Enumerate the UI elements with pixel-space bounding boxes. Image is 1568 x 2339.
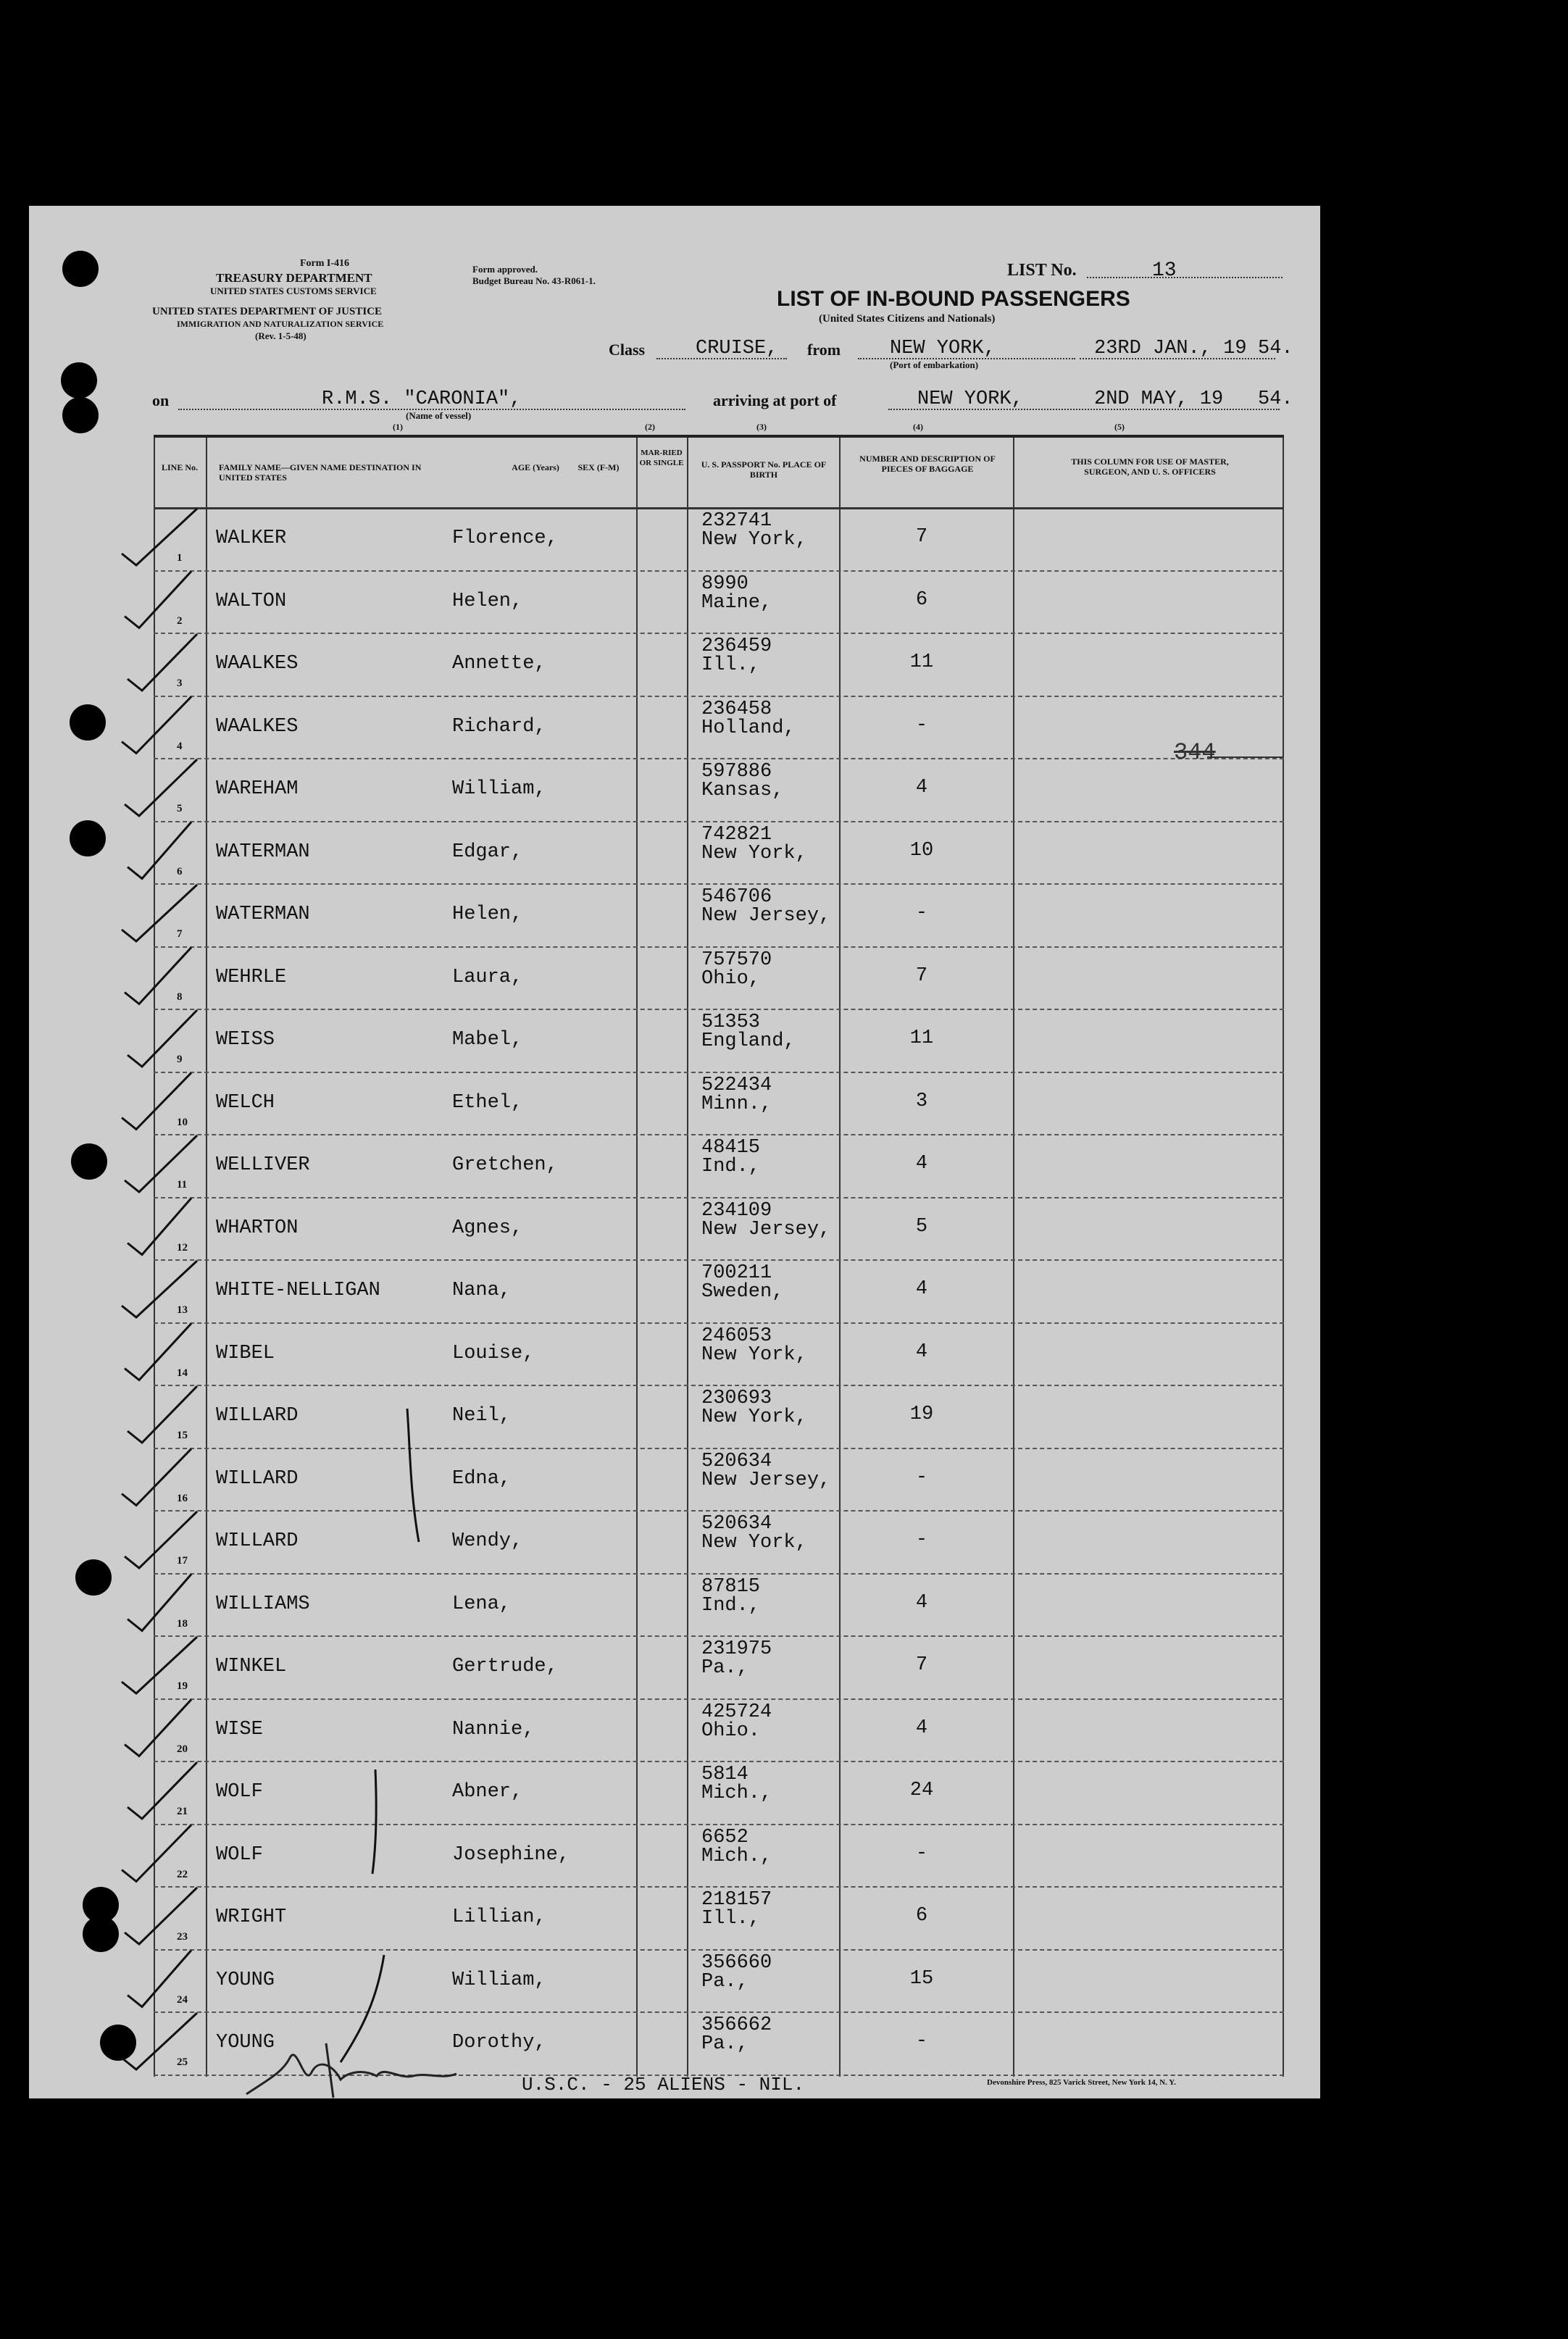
line-number: 3 (177, 677, 183, 689)
vessel-name-label: (Name of vessel) (406, 410, 472, 421)
line-number: 16 (177, 1492, 188, 1504)
passport-number: 236459 (701, 635, 772, 657)
passport-number: 246053 (701, 1325, 772, 1347)
check-mark (122, 2013, 197, 2069)
place-of-birth: Kansas, (701, 780, 784, 801)
check-mark (122, 1449, 191, 1506)
baggage-count: 7 (915, 964, 928, 987)
given-name: William, (452, 778, 546, 800)
arriving-label: arriving at port of (713, 391, 837, 409)
col-number-3: (3) (756, 422, 767, 432)
given-name: Lena, (452, 1593, 512, 1615)
given-name: Laura, (452, 966, 523, 988)
header-name: FAMILY NAME—GIVEN NAME DESTINATION IN UNITED STATES (219, 462, 422, 483)
place-of-birth: New York, (701, 1406, 807, 1428)
baggage-count: 11 (909, 1027, 934, 1049)
header-married: MAR-RIED OR SINGLE (639, 449, 684, 467)
arrival-port: NEW YORK, (917, 388, 1023, 410)
place-of-birth: New Jersey, (701, 905, 831, 927)
col-number-5: (5) (1114, 422, 1125, 432)
family-name: WOLF (216, 1781, 263, 1803)
passport-number: 236458 (701, 698, 772, 720)
printer-imprint: Devonshire Press, 825 Varick Street, New York 14, N. Y. (987, 2078, 1176, 2087)
rev-label: (Rev. 1-5-48) (255, 330, 306, 341)
margin-note: 344 (1174, 739, 1216, 766)
check-mark (125, 759, 197, 816)
budget-label: Budget Bureau No. 43-R061-1. (472, 275, 596, 286)
check-mark (128, 1951, 191, 2007)
passport-number: 522434 (701, 1074, 772, 1096)
depart-date: 23RD JAN., 19 (1094, 338, 1247, 359)
given-name: Louise, (452, 1342, 535, 1364)
passport-number: 700211 (701, 1262, 772, 1284)
baggage-count: - (915, 1529, 928, 1551)
baggage-count: 3 (915, 1090, 928, 1112)
line-number: 12 (177, 1241, 188, 1254)
line-number: 25 (177, 2056, 188, 2068)
given-name: Lillian, (452, 1906, 546, 1928)
baggage-count: 6 (915, 1905, 928, 1927)
embark-port-label: (Port of embarkation) (890, 359, 979, 370)
baggage-count: 4 (915, 1153, 928, 1175)
list-number: 13 (1152, 259, 1177, 282)
family-name: WISE (216, 1718, 263, 1740)
family-name: WELCH (216, 1091, 275, 1114)
passport-number: 218157 (701, 1889, 772, 1911)
baggage-count: 4 (915, 1591, 928, 1614)
family-name: YOUNG (216, 2032, 275, 2054)
place-of-birth: Mich., (701, 1783, 772, 1804)
line-number: 7 (177, 928, 183, 940)
line-number: 24 (177, 1993, 188, 2006)
passport-number: 87815 (701, 1575, 761, 1598)
arrival-year: 54. (1258, 388, 1293, 410)
passport-number: 520634 (701, 1450, 772, 1472)
place-of-birth: Ohio, (701, 967, 761, 990)
passport-number: 48415 (701, 1137, 761, 1159)
family-name: WIBEL (216, 1342, 275, 1364)
given-name: Mabel, (452, 1029, 523, 1051)
place-of-birth: Ind., (701, 1156, 761, 1177)
passport-number: 51353 (701, 1012, 761, 1033)
passport-number: 520634 (701, 1513, 772, 1535)
check-mark (128, 1010, 197, 1067)
line-number: 13 (177, 1304, 188, 1316)
header-line-no: LINE No. (161, 462, 198, 472)
baggage-count: 4 (915, 777, 928, 799)
passport-number: 425724 (701, 1701, 772, 1723)
passport-number: 757570 (701, 948, 772, 971)
family-name: WAREHAM (216, 778, 299, 800)
place-of-birth: New York, (701, 529, 807, 551)
family-name: WILLARD (216, 1467, 299, 1490)
line-number: 5 (177, 803, 183, 814)
summary-line: U.S.C. - 25 ALIENS - NIL. (522, 2074, 805, 2096)
check-mark (122, 697, 191, 754)
passport-number: 231975 (701, 1638, 772, 1660)
line-number: 1 (177, 552, 183, 564)
given-name: Florence, (452, 528, 558, 549)
place-of-birth: Holland, (701, 717, 796, 739)
form-number: Form I-416 (300, 258, 350, 269)
given-name: Edgar, (452, 841, 523, 863)
line-number: 10 (177, 1116, 188, 1128)
place-of-birth: New York, (701, 842, 807, 864)
baggage-count: 7 (915, 526, 928, 548)
header-passport: U. S. PASSPORT No. PLACE OF BIRTH (701, 459, 827, 480)
check-mark (128, 822, 191, 879)
line-number: 23 (177, 1931, 188, 1943)
signature (239, 2029, 471, 2109)
family-name: WATERMAN (216, 841, 310, 863)
family-name: WEHRLE (216, 966, 287, 988)
passport-number: 230693 (701, 1388, 772, 1409)
place-of-birth: Pa., (701, 2033, 748, 2055)
on-label: on (152, 391, 170, 409)
given-name: Annette, (452, 653, 546, 675)
family-name: WATERMAN (216, 904, 310, 925)
approved-label: Form approved. (472, 264, 538, 275)
baggage-count: 11 (909, 651, 934, 673)
line-number: 19 (177, 1680, 188, 1692)
baggage-count: 15 (909, 1967, 934, 1990)
check-mark (122, 885, 197, 941)
given-name: Richard, (452, 715, 546, 738)
family-name: WEISS (216, 1029, 275, 1051)
depart-year: 54. (1258, 338, 1293, 359)
place-of-birth: Ind., (701, 1594, 761, 1617)
place-of-birth: Mich., (701, 1845, 772, 1867)
family-name: WHITE-NELLIGAN (216, 1280, 380, 1301)
passport-number: 6652 (701, 1826, 748, 1848)
check-mark (125, 1888, 197, 1944)
family-name: WOLF (216, 1843, 263, 1866)
family-name: WINKEL (216, 1656, 287, 1677)
arrival-date: 2ND MAY, 19 (1094, 388, 1224, 410)
line-number: 8 (177, 991, 183, 1003)
line-number: 22 (177, 1868, 188, 1880)
place-of-birth: Pa., (701, 1970, 748, 1993)
place-of-birth: Ill., (701, 654, 761, 676)
passport-number: 234109 (701, 1199, 772, 1222)
family-name: WALTON (216, 590, 287, 612)
family-name: WRIGHT (216, 1906, 287, 1928)
given-name: Nana, (452, 1280, 512, 1301)
family-name: WAALKES (216, 715, 299, 738)
list-no-label: LIST No. (1007, 261, 1077, 280)
line-number: 18 (177, 1617, 188, 1630)
family-name: WILLIAMS (216, 1593, 310, 1615)
family-name: WILLARD (216, 1530, 299, 1552)
check-mark (128, 1762, 197, 1819)
class-label: Class (609, 341, 646, 359)
passport-number: 597886 (701, 761, 772, 783)
given-name: Gretchen, (452, 1154, 558, 1176)
line-number: 6 (177, 865, 183, 877)
header-baggage: NUMBER AND DESCRIPTION OF PIECES OF BAGGAGE (859, 454, 996, 474)
class-value: CRUISE, (696, 338, 778, 359)
check-mark (128, 1198, 191, 1255)
passport-number: 742821 (701, 823, 772, 846)
check-mark (128, 1575, 191, 1631)
page-subtitle: (United States Citizens and Nationals) (819, 313, 996, 325)
line-number: 15 (177, 1430, 188, 1441)
check-mark (125, 1700, 191, 1756)
given-name: Wendy, (452, 1530, 523, 1552)
header-sex: SEX (F-M) (577, 462, 620, 472)
given-name: Abner, (452, 1781, 523, 1803)
baggage-count: - (915, 902, 928, 924)
check-mark (122, 1637, 197, 1693)
check-mark (122, 1825, 191, 1882)
place-of-birth: Sweden, (701, 1281, 784, 1303)
check-mark (128, 1386, 197, 1443)
family-name: WAALKES (216, 653, 299, 675)
check-mark (122, 1261, 197, 1317)
check-mark (128, 634, 197, 691)
treasury-label: TREASURY DEPARTMENT (216, 271, 372, 285)
place-of-birth: New Jersey, (701, 1218, 831, 1241)
given-name: Josephine, (452, 1843, 570, 1866)
line-number: 4 (177, 740, 183, 752)
passport-number: 232741 (701, 510, 772, 532)
given-name: Neil, (452, 1405, 512, 1427)
family-name: WHARTON (216, 1217, 299, 1239)
line-number: 14 (177, 1367, 188, 1379)
check-mark (125, 572, 191, 628)
given-name: Helen, (452, 904, 523, 925)
place-of-birth: New Jersey, (701, 1469, 831, 1491)
baggage-count: 4 (915, 1278, 928, 1300)
baggage-count: 4 (915, 1717, 928, 1739)
place-of-birth: Pa., (701, 1657, 748, 1679)
place-of-birth: New York, (701, 1532, 807, 1554)
family-name: YOUNG (216, 1969, 275, 1991)
header-age: AGE (Years) (512, 462, 559, 472)
line-number: 2 (177, 614, 183, 627)
baggage-count: 6 (915, 588, 928, 611)
family-name: WALKER (216, 528, 287, 549)
check-mark (125, 948, 191, 1004)
passport-number: 8990 (701, 572, 748, 595)
baggage-count: 19 (909, 1404, 934, 1425)
col-number-2: (2) (645, 422, 655, 432)
baggage-count: - (915, 714, 928, 736)
ins-label: IMMIGRATION AND NATURALIZATION SERVICE (177, 319, 384, 329)
given-name: Dorothy, (452, 2032, 546, 2054)
place-of-birth: Ohio. (701, 1719, 761, 1742)
passport-number: 356660 (701, 1951, 772, 1974)
place-of-birth: Minn., (701, 1093, 772, 1115)
baggage-count: 5 (915, 1215, 928, 1238)
page-title: LIST OF IN-BOUND PASSENGERS (777, 287, 1130, 311)
given-name: Ethel, (452, 1091, 523, 1114)
family-name: WILLARD (216, 1405, 299, 1427)
line-number: 11 (177, 1179, 188, 1191)
place-of-birth: Maine, (701, 591, 772, 614)
baggage-count: 4 (915, 1341, 928, 1363)
given-name: Helen, (452, 590, 523, 612)
baggage-count: - (915, 1842, 928, 1864)
line-number: 21 (177, 1806, 188, 1817)
line-number: 17 (177, 1555, 188, 1567)
line-number: 9 (177, 1054, 183, 1065)
check-mark (125, 1324, 191, 1380)
check-mark (122, 509, 197, 565)
place-of-birth: New York, (701, 1343, 807, 1366)
family-name: WELLIVER (216, 1154, 310, 1176)
given-name: William, (452, 1969, 546, 1991)
check-mark (125, 1512, 197, 1568)
passport-number: 356662 (701, 2014, 772, 2036)
justice-label: UNITED STATES DEPARTMENT OF JUSTICE (152, 306, 383, 317)
baggage-count: 24 (909, 1780, 934, 1801)
place-of-birth: England, (701, 1030, 796, 1052)
place-of-birth: Ill., (701, 1908, 761, 1930)
header-officers: THIS COLUMN FOR USE OF MASTER, SURGEON, AND U. S. OFFICERS (1071, 456, 1229, 477)
check-mark (122, 1073, 191, 1130)
given-name: Nannie, (452, 1718, 535, 1740)
baggage-count: - (915, 1466, 928, 1488)
given-name: Agnes, (452, 1217, 523, 1239)
given-name: Gertrude, (452, 1656, 558, 1677)
from-label: from (807, 341, 841, 359)
passport-number: 5814 (701, 1764, 748, 1785)
baggage-count: - (915, 2030, 928, 2052)
passport-number: 546706 (701, 886, 772, 908)
baggage-count: 10 (909, 839, 934, 862)
vessel-name: R.M.S. "CARONIA", (322, 388, 522, 410)
customs-label: UNITED STATES CUSTOMS SERVICE (210, 285, 377, 296)
given-name: Edna, (452, 1467, 512, 1490)
col-number-4: (4) (913, 422, 923, 432)
check-mark (125, 1135, 197, 1192)
embark-port: NEW YORK, (890, 338, 996, 359)
col-number-1: (1) (393, 422, 403, 432)
line-number: 20 (177, 1743, 188, 1755)
baggage-count: 7 (915, 1654, 928, 1676)
